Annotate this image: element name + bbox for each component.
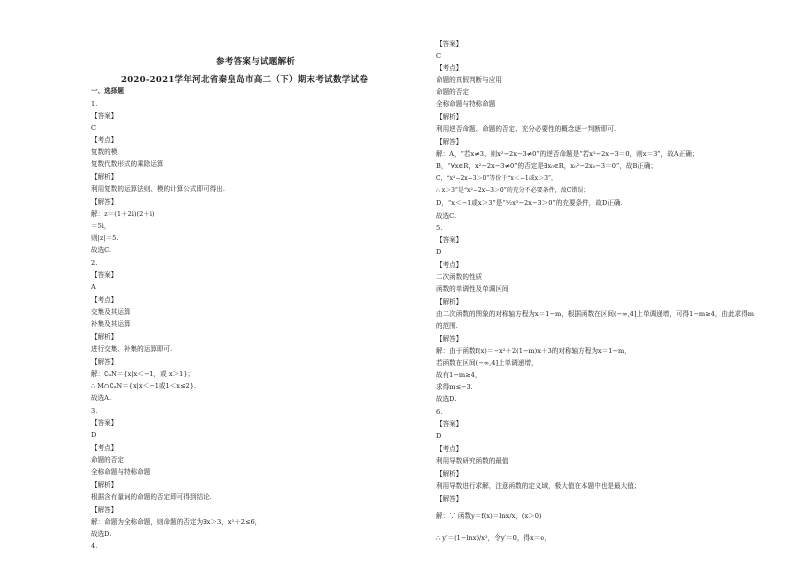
right-column-line: 的范围. [436, 322, 458, 330]
left-column-line: 交集及其运算 [91, 308, 131, 316]
right-column-line: D [436, 432, 442, 440]
left-column-line: 补集及其运算 [91, 320, 131, 328]
right-column-line: 命题的真假判断与应用 [436, 76, 502, 84]
left-column-line: 2. [91, 259, 98, 267]
right-column-line: 【解答】 [436, 495, 463, 503]
right-column-line: 【解答】 [436, 335, 463, 343]
left-column-line: 解：命题为全称命题，则命题的否定为∃x＞3，x²＋2≤6， [91, 518, 262, 526]
left-column-line: 【答案】 [91, 419, 118, 427]
right-column-line: 命题的否定 [436, 88, 469, 96]
right-column-line: 故选D. [436, 395, 457, 403]
left-column-line: 【答案】 [91, 271, 118, 279]
right-column-line: 利用导数研究函数的最值 [436, 457, 509, 465]
right-column-line: ∴ x＞3”是“x²−2x−3＞0”的充分不必要条件，故C错误； [436, 187, 590, 194]
right-column-line: 【考点】 [436, 445, 463, 453]
left-column-line: 【解析】 [91, 481, 118, 489]
left-column-line: 【考点】 [91, 296, 118, 304]
right-column-line: 利用逆否命题、命题的否定、充分必要性的概念逐一判断即可. [436, 125, 617, 133]
left-column-line: 利用复数的运算法则、模的计算公式即可得出. [91, 185, 225, 193]
left-column-line: 【考点】 [91, 444, 118, 452]
left-column-line: 【解析】 [91, 173, 118, 181]
left-column-line: 命题的否定 [91, 456, 124, 464]
right-column-line: 【解析】 [436, 113, 463, 121]
left-column-line: 根据含有量词的命题的否定即可得到结论. [91, 493, 212, 501]
right-column-line: C，“x²−2x−3＞0”等价于“x＜−1或x＞3”， [436, 175, 557, 182]
right-column-line: 解：A，“若x≠3，则x²−2x−3≠0”的逆否命题是“若x²−2x−3＝0，则x＝3”，故A正确； [436, 150, 699, 158]
right-column-line: D，“x＜−1或x＞3”是“½x²−2x−3＞0”的充要条件，故D正确. [436, 199, 623, 207]
right-column-line: 【解答】 [436, 138, 463, 146]
left-column-line: C [91, 124, 97, 132]
right-column-line: C [436, 52, 442, 60]
left-column-line: 3. [91, 407, 98, 415]
right-column-line: 故有1−m≥4， [436, 371, 482, 379]
right-column-line: 6. [436, 408, 443, 416]
left-column-line: ＝5i， [91, 222, 111, 230]
left-column-line: 故选C. [91, 246, 112, 254]
right-column-line: 【考点】 [436, 261, 463, 269]
left-column-line: D [91, 431, 97, 439]
document-title: 参考答案与试题解析 [216, 57, 296, 67]
left-column-line: 【解答】 [91, 198, 118, 206]
right-column-line: 【解析】 [436, 298, 463, 306]
left-column-line: 4. [91, 542, 98, 550]
right-column-line: 解：由于函数f(x)＝−x²＋2(1−m)x＋3的对称轴方程为x＝1−m， [436, 347, 631, 355]
right-column-line: 【答案】 [436, 40, 463, 48]
right-column-line: 由二次函数的图象的对称轴方程为x＝1−m，根据函数在区间(−∞,4]上单调递增，可得1−m≥4，由此求得m [436, 310, 755, 318]
left-column-line: 解：z＝(1＋2i)(2＋i) [91, 210, 155, 218]
left-column-line: 故选D. [91, 530, 112, 538]
right-column-line: 二次函数的性质 [436, 273, 483, 281]
left-column-line: 故选A. [91, 394, 112, 402]
left-column-line: 【解答】 [91, 358, 118, 366]
left-column-line: 复数代数形式的乘除运算 [91, 160, 164, 168]
left-column-line: 进行交集、补集的运算即可. [91, 345, 173, 353]
right-column-line: 【答案】 [436, 420, 463, 428]
right-column-line: 【考点】 [436, 64, 463, 72]
left-column-line: 一、选择题 [91, 87, 124, 95]
document-subtitle: 2020-2021学年河北省秦皇岛市高二（下）期末考试数学试卷 [121, 75, 369, 85]
left-column-line: 则|z|＝5. [91, 234, 119, 242]
left-column-line: 1. [91, 100, 98, 108]
left-column-line: 复数的模 [91, 148, 118, 156]
right-column-line: B，“∀x∈R，x²−2x−3≠0”的否定是∃x₀∈R，x₀²−2x₀−3＝0”，故B正确； [436, 162, 658, 170]
left-column-line: 全称命题与特称命题 [91, 468, 151, 476]
right-column-line: 【答案】 [436, 236, 463, 244]
right-column-line: D [436, 248, 442, 256]
left-column-line: 【解析】 [91, 333, 118, 341]
left-column-line: 【答案】 [91, 112, 118, 120]
right-column-line: 求得m≤−3. [436, 383, 473, 391]
right-column-line: 故选C. [436, 212, 457, 220]
left-column-line: 解：∁ᵤN＝{x|x＜−1，或 x＞1}； [91, 370, 195, 378]
right-column-line: 全称命题与特称命题 [436, 100, 496, 108]
left-column-line: 【解答】 [91, 506, 118, 514]
left-column-line: 【考点】 [91, 136, 118, 144]
left-column-line: ∴ M∩∁ᵤN＝{x|x＜−1或1＜x≤2}. [91, 382, 197, 390]
left-column-line: A [91, 283, 96, 291]
right-column-line: 利用导数进行求解，注意函数的定义域，极大值在本题中也是最大值； [436, 482, 641, 490]
right-column-line: 5. [436, 224, 443, 232]
right-column-line: 函数的单调性及单调区间 [436, 285, 509, 293]
right-column-line: 若函数在区间(−∞,4]上单调递增， [436, 359, 538, 367]
right-column-line: ∴ y′＝(1−lnx)/x²，令y′＝0，得x＝e， [436, 534, 551, 542]
right-column-line: 【解析】 [436, 470, 463, 478]
right-column-line: 解：∵ 函数y＝f(x)＝lnx/x，(x＞0) [436, 512, 542, 520]
